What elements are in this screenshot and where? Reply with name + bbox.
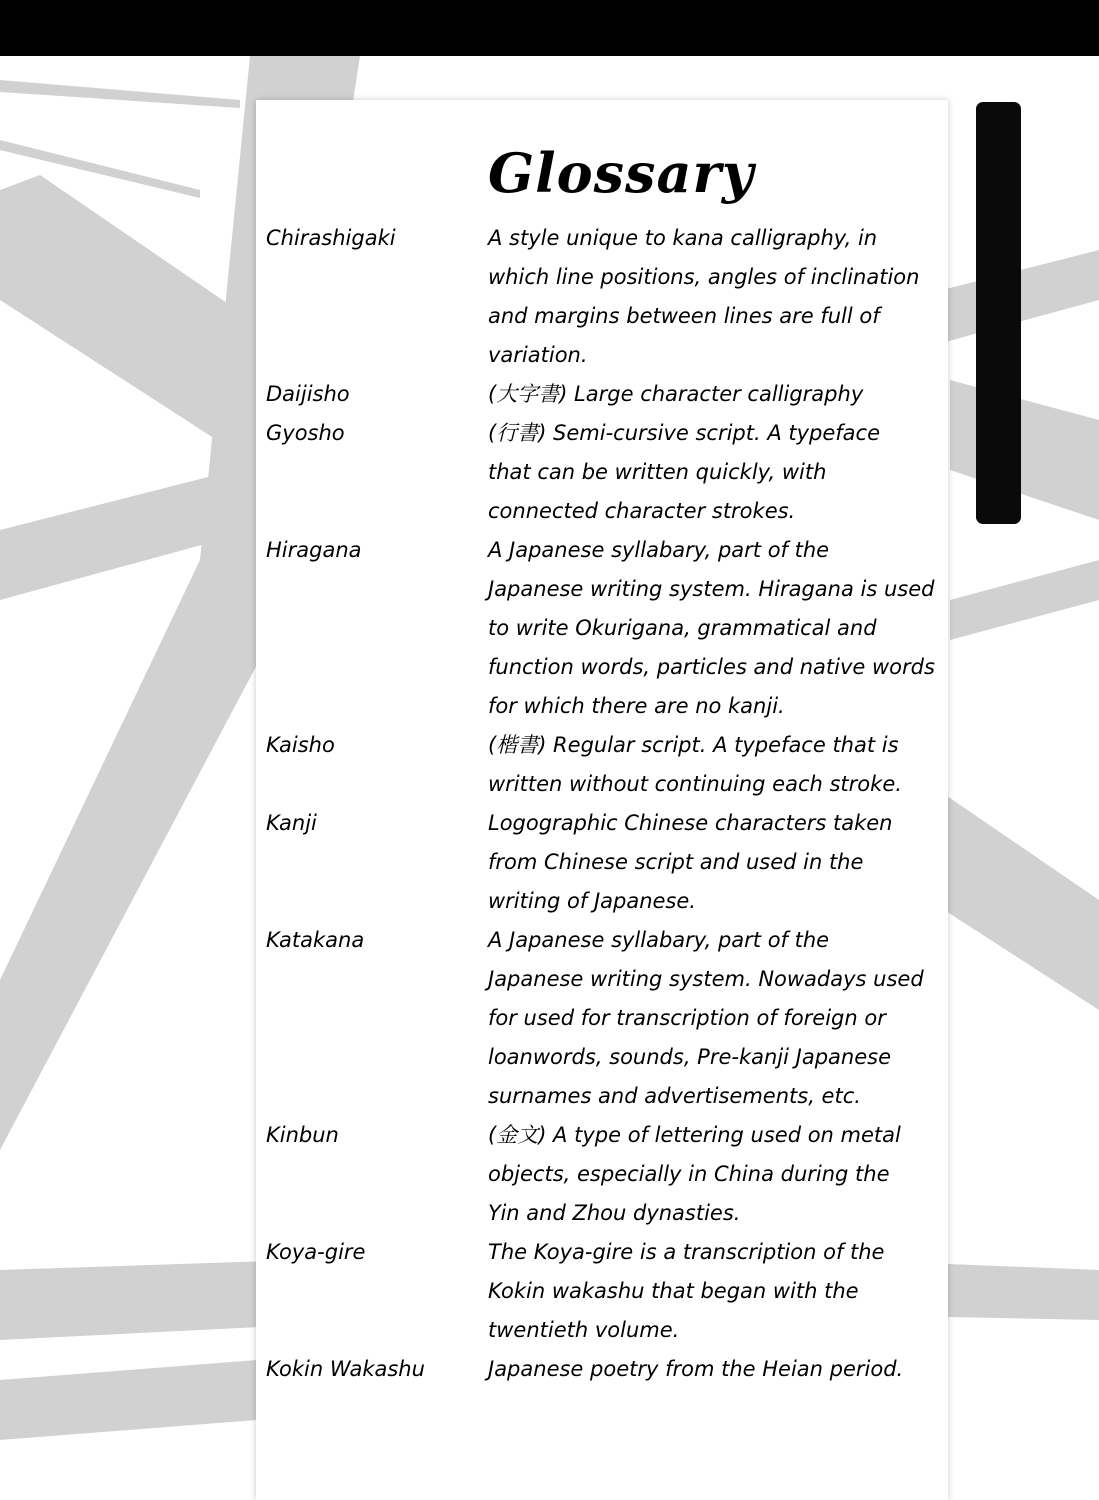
definition-line: written without continuing each stroke. — [488, 772, 902, 796]
definition-line: surnames and advertisements, etc. — [488, 1084, 861, 1108]
glossary-definition — [488, 531, 946, 726]
definition-line: function words, particles and native words — [488, 655, 935, 679]
glossary-term: Gyosho — [266, 421, 345, 445]
definition-line: for which there are no kanji. — [488, 694, 785, 718]
definition-line: Logographic Chinese characters taken — [488, 811, 893, 835]
brush-stroke-right-1 — [950, 380, 1099, 520]
glossary-definition — [488, 1350, 946, 1389]
definition-line: that can be written quickly, with — [488, 460, 827, 484]
glossary-definition — [488, 414, 946, 531]
glossary-definition — [488, 726, 946, 804]
definition-line: (大字書) Large character calligraphy — [488, 382, 864, 406]
definition-line: (行書) Semi-cursive script. A typeface — [488, 421, 881, 445]
glossary-term: Daijisho — [266, 382, 350, 406]
definition-line: Yin and Zhou dynasties. — [488, 1201, 741, 1225]
glossary-term: Hiragana — [266, 538, 362, 562]
glossary-entry-koya-gire — [266, 1233, 946, 1350]
glossary-term: Katakana — [266, 928, 365, 952]
glossary-definition — [488, 375, 946, 414]
glossary-definition — [488, 1116, 946, 1233]
glossary-entry-kanji — [266, 804, 946, 921]
definition-line: (楷書) Regular script. A typeface that is — [488, 733, 899, 757]
definition-line: variation. — [488, 343, 588, 367]
definition-line: from Chinese script and used in the — [488, 850, 864, 874]
definition-line: objects, especially in China during the — [488, 1162, 890, 1186]
glossary-list — [266, 219, 946, 1389]
glossary-entry-gyosho — [266, 414, 946, 531]
definition-line: to write Okurigana, grammatical and — [488, 616, 877, 640]
definition-line: Japanese poetry from the Heian period. — [488, 1357, 904, 1381]
glossary-term: Koya-gire — [266, 1240, 366, 1264]
top-bar — [0, 0, 1099, 56]
brush-stroke-right-2 — [950, 560, 1099, 640]
definition-line: A style unique to kana calligraphy, in — [488, 226, 878, 250]
brush-stroke-wisp-1 — [0, 80, 240, 108]
definition-line: connected character strokes. — [488, 499, 796, 523]
definition-line: and margins between lines are full of — [488, 304, 880, 328]
glossary-entry-kinbun — [266, 1116, 946, 1233]
page-title: Glossary — [488, 141, 755, 205]
glossary-entry-katakana — [266, 921, 946, 1116]
definition-line: writing of Japanese. — [488, 889, 696, 913]
glossary-definition — [488, 1233, 946, 1350]
definition-line: A Japanese syllabary, part of the — [488, 538, 830, 562]
scrollbar-thumb[interactable] — [976, 102, 1021, 524]
glossary-entry-chirashigaki — [266, 219, 946, 375]
definition-line: Kokin wakashu that began with the — [488, 1279, 859, 1303]
definition-line: The Koya-gire is a transcription of the — [488, 1240, 885, 1264]
glossary-definition — [488, 804, 946, 921]
definition-line: A Japanese syllabary, part of the — [488, 928, 830, 952]
definition-line: Japanese writing system. Hiragana is used — [488, 577, 935, 601]
definition-line: which line positions, angles of inclination — [488, 265, 920, 289]
glossary-term: Chirashigaki — [266, 226, 396, 250]
glossary-entry-daijisho — [266, 375, 946, 414]
brush-stroke-lower-left — [0, 1360, 256, 1440]
definition-line: (金文) A type of lettering used on metal — [488, 1123, 901, 1147]
definition-line: twentieth volume. — [488, 1318, 680, 1342]
glossary-definition — [488, 921, 946, 1116]
glossary-term: Kinbun — [266, 1123, 339, 1147]
glossary-term: Kaisho — [266, 733, 335, 757]
glossary-term: Kanji — [266, 811, 317, 835]
glossary-term: Kokin Wakashu — [266, 1357, 425, 1381]
definition-line: for used for transcription of foreign or — [488, 1006, 886, 1030]
glossary-entry-kokin-wakashu — [266, 1350, 946, 1389]
glossary-entry-kaisho — [266, 726, 946, 804]
glossary-panel — [256, 100, 948, 1500]
glossary-definition — [488, 219, 946, 375]
definition-line: loanwords, sounds, Pre-kanji Japanese — [488, 1045, 891, 1069]
definition-line: Japanese writing system. Nowadays used — [488, 967, 924, 991]
glossary-entry-hiragana — [266, 531, 946, 726]
